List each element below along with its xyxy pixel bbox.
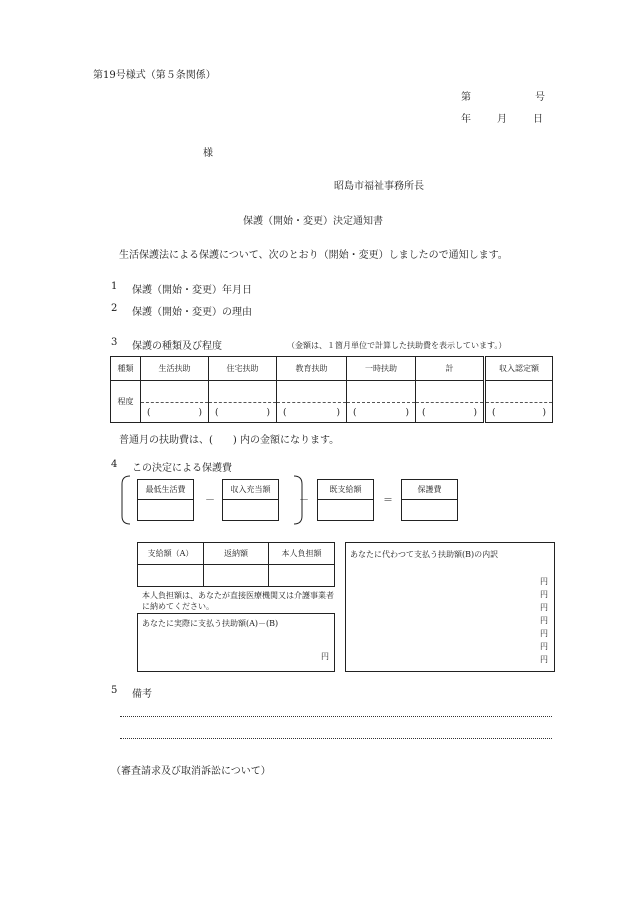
form-number: 第19号様式（第５条関係）: [93, 70, 216, 81]
aid-header-living: 生活扶助: [141, 357, 209, 381]
payment-header-a: 支給額（A）: [138, 543, 204, 565]
section-3-label: 保護の種類及び程度: [132, 341, 222, 352]
payment-cell-refund: [204, 565, 269, 587]
section-5-num: 5: [111, 685, 118, 696]
aid-header-kind: 種類: [111, 357, 141, 381]
breakdown-unit-1: 円: [540, 577, 548, 586]
aid-cell-education: ( ): [277, 381, 347, 423]
section-2-label: 保護（開始・変更）の理由: [132, 307, 252, 318]
normal-month-note: 普通月の扶助費は、( ) 内の金額になります。: [119, 435, 340, 446]
section-2-num: 2: [111, 303, 118, 314]
aid-header-total: 計: [416, 357, 485, 381]
aid-table: [110, 356, 553, 423]
aid-header-temporary: 一時扶助: [347, 357, 416, 381]
aid-table-degree-row: [111, 381, 553, 423]
aid-cell-housing: ( ): [209, 381, 277, 423]
section-1-label: 保護（開始・変更）年月日: [132, 285, 252, 296]
issuer-name: 昭島市福祉事務所長: [334, 181, 424, 192]
payment-header-self-pay: 本人負担額: [269, 543, 335, 565]
breakdown-box: [345, 542, 555, 672]
breakdown-unit-2: 円: [540, 590, 548, 599]
aid-header-education: 教育扶助: [277, 357, 347, 381]
section-3-num: 3: [111, 337, 118, 348]
aid-header-income: 収入認定額: [485, 357, 553, 381]
day-label: 日: [533, 114, 543, 125]
breakdown-unit-4: 円: [540, 616, 548, 625]
actual-payment-unit: 円: [321, 652, 329, 661]
section-4-label: この決定による保護費: [132, 463, 232, 474]
aid-cell-total: ( ): [416, 381, 485, 423]
aid-header-housing: 住宅扶助: [209, 357, 277, 381]
calc-box-income-allocation: 収入充当額: [222, 479, 279, 521]
aid-table-header-row: [111, 357, 553, 381]
intro-text: 生活保護法による保護について、次のとおり（開始・変更）しましたので通知します。: [119, 250, 508, 261]
year-label: 年: [461, 114, 471, 125]
equals-sign: ＝: [383, 495, 393, 506]
section-4-num: 4: [111, 459, 118, 470]
recipient-honorific: 様: [203, 148, 213, 159]
calc-box-already-paid: 既支給額: [317, 479, 374, 521]
calc-box-minimum-living: 最低生活費: [137, 479, 194, 521]
month-label: 月: [497, 114, 507, 125]
breakdown-label: あなたに代わつて支払う扶助額(B)の内訳: [350, 550, 499, 559]
payment-cell-self-pay: [269, 565, 335, 587]
number-label: 第: [461, 92, 471, 103]
payment-cell-a: [138, 565, 204, 587]
aid-row-label: 程度: [111, 381, 141, 423]
section-3-note: （金額は、１箇月単位で計算した扶助費を表示しています。）: [287, 341, 507, 350]
actual-payment-box: [137, 613, 335, 672]
breakdown-unit-3: 円: [540, 603, 548, 612]
calc-box-protection-cost: 保護費: [401, 479, 458, 521]
payment-header-refund: 返納額: [204, 543, 269, 565]
number-suffix: 号: [535, 92, 545, 103]
self-pay-note: 本人負担額は、あなたが直接医療機関又は介護事業者に納めてください。: [142, 591, 334, 611]
breakdown-unit-6: 円: [540, 642, 548, 651]
aid-cell-income: ( ): [485, 381, 553, 423]
section-1-num: 1: [111, 281, 118, 292]
breakdown-unit-7: 円: [540, 655, 548, 664]
remarks-line-2: [120, 738, 552, 739]
minus-sign-1: －: [205, 495, 215, 506]
remarks-line-1: [120, 716, 552, 717]
aid-cell-living: ( ): [141, 381, 209, 423]
appeal-heading: （審査請求及び取消訴訟について）: [111, 766, 271, 777]
minus-sign-2: －: [299, 495, 309, 506]
document-title: 保護（開始・変更）決定通知書: [243, 216, 383, 227]
section-5-label: 備考: [132, 689, 152, 700]
payment-table: [137, 542, 335, 587]
breakdown-unit-5: 円: [540, 629, 548, 638]
aid-cell-temporary: ( ): [347, 381, 416, 423]
actual-payment-label: あなたに実際に支払う扶助額(A)－(B): [142, 619, 279, 628]
